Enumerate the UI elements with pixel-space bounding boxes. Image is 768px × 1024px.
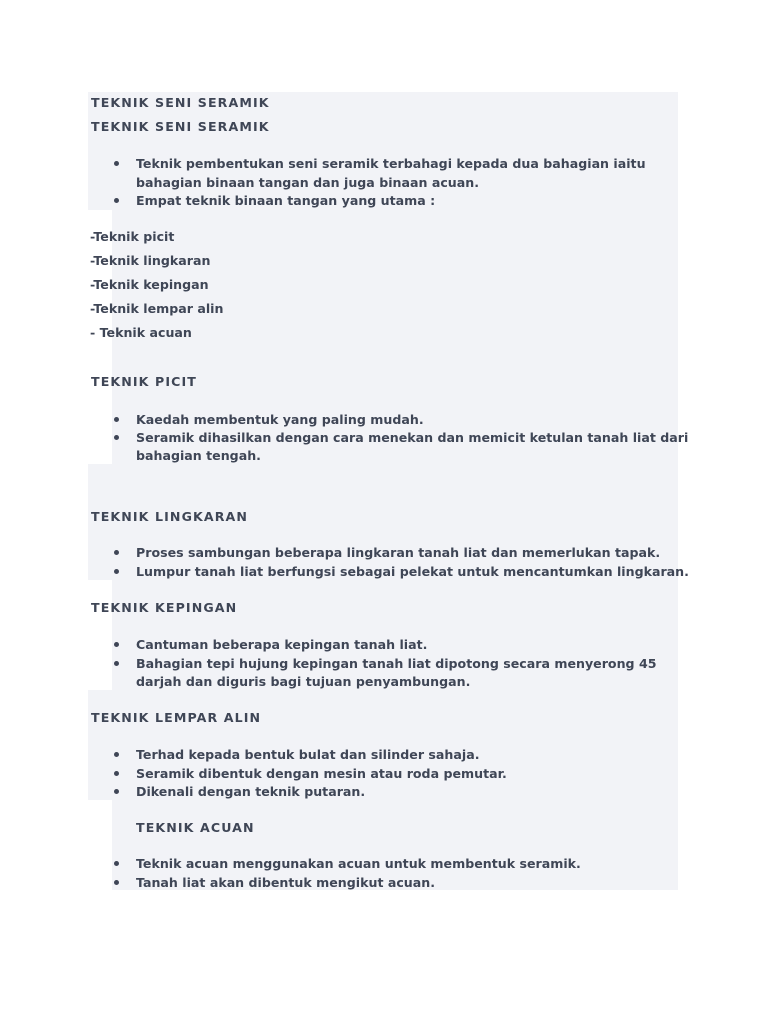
section-heading-acuan: TEKNIK ACUAN (136, 820, 255, 835)
bullet-dot (114, 861, 119, 866)
intro-bullet-text-continued: bahagian binaan tangan dan juga binaan acuan. (136, 175, 480, 190)
bullet-dot (114, 789, 119, 794)
technique-list-item: -Teknik lempar alin (90, 301, 224, 316)
bullet-dot (114, 569, 119, 574)
intro-bullet-text: Empat teknik binaan tangan yang utama : (136, 193, 436, 208)
bullet-dot (114, 198, 119, 203)
picit-bullet-text-continued: bahagian tengah. (136, 448, 261, 463)
technique-list-item: - Teknik acuan (90, 325, 192, 340)
lingkaran-bullet-text: Lumpur tanah liat berfungsi sebagai pelekat untuk mencantumkan lingkaran. (136, 564, 689, 579)
page-subtitle: TEKNIK SENI SERAMIK (91, 119, 270, 134)
picit-bullet-text: Kaedah membentuk yang paling mudah. (136, 412, 424, 427)
picit-bullet-text: Seramik dihasilkan dengan cara menekan dan memicit ketulan tanah liat dari (136, 430, 689, 445)
bullet-dot (114, 880, 119, 885)
bullet-dot (114, 435, 119, 440)
bullet-dot (114, 771, 119, 776)
kepingan-bullet-text-continued: darjah dan diguris bagi tujuan penyambungan. (136, 674, 471, 689)
technique-list-item: -Teknik lingkaran (90, 253, 211, 268)
section-heading-kepingan: TEKNIK KEPINGAN (91, 600, 238, 615)
section-heading-lempar-alin: TEKNIK LEMPAR ALIN (91, 710, 262, 725)
section-heading-picit: TEKNIK PICIT (91, 374, 197, 389)
kepingan-bullet-text: Cantuman beberapa kepingan tanah liat. (136, 637, 428, 652)
bullet-dot (114, 661, 119, 666)
lempar-alin-bullet-text: Dikenali dengan teknik putaran. (136, 784, 366, 799)
bullet-dot (114, 752, 119, 757)
bullet-dot (114, 642, 119, 647)
technique-list-item: -Teknik picit (90, 229, 175, 244)
bullet-dot (114, 550, 119, 555)
lingkaran-bullet-text: Proses sambungan beberapa lingkaran tanah liat dan memerlukan tapak. (136, 545, 661, 560)
lempar-alin-bullet-text: Seramik dibentuk dengan mesin atau roda pemutar. (136, 766, 507, 781)
section-heading-lingkaran: TEKNIK LINGKARAN (91, 509, 248, 524)
acuan-bullet-text: Teknik acuan menggunakan acuan untuk membentuk seramik. (136, 856, 581, 871)
bullet-dot (114, 161, 119, 166)
kepingan-bullet-text: Bahagian tepi hujung kepingan tanah liat dipotong secara menyerong 45 (136, 656, 657, 671)
lempar-alin-bullet-text: Terhad kepada bentuk bulat dan silinder sahaja. (136, 747, 480, 762)
acuan-bullet-text: Tanah liat akan dibentuk mengikut acuan. (136, 875, 436, 890)
intro-bullet-text: Teknik pembentukan seni seramik terbahagi kepada dua bahagian iaitu (136, 156, 646, 171)
technique-list-item: -Teknik kepingan (90, 277, 209, 292)
page-title: TEKNIK SENI SERAMIK (91, 95, 270, 110)
bullet-dot (114, 417, 119, 422)
